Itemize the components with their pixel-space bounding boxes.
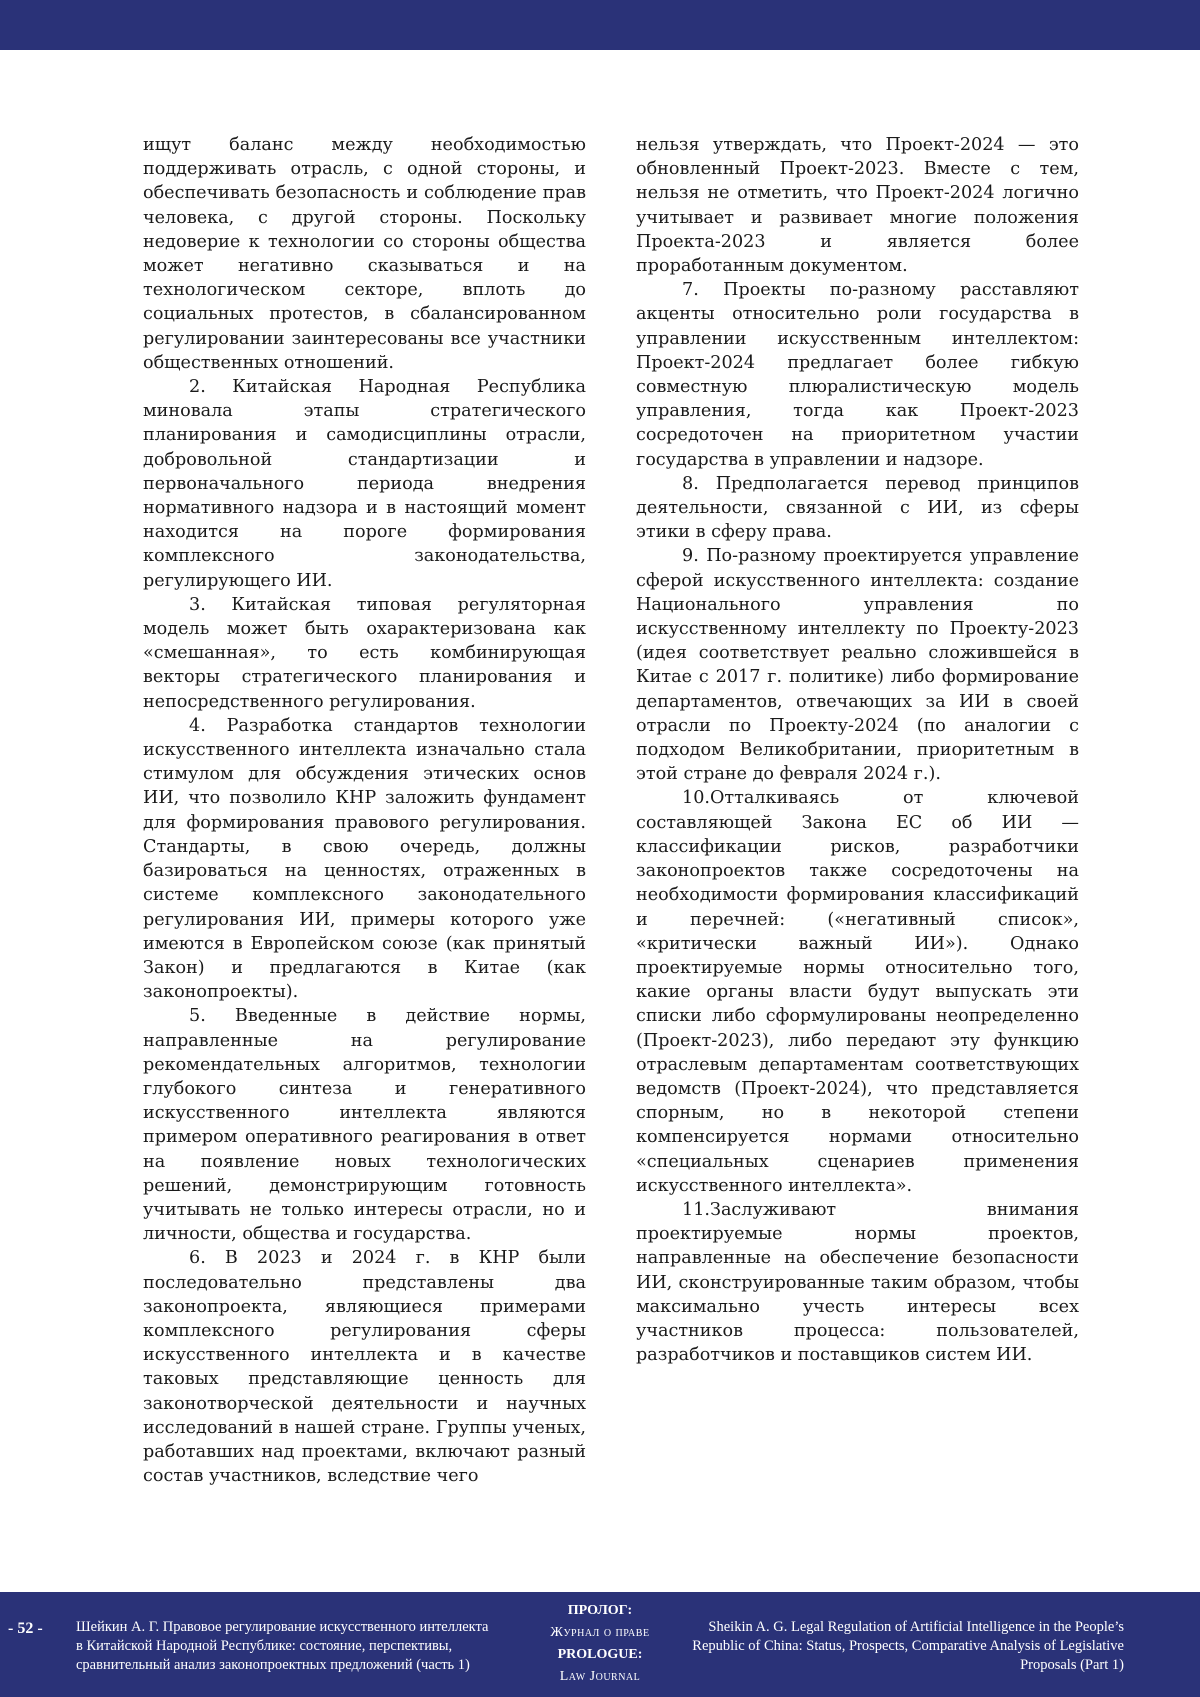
- paragraph: 3. Китайская типовая регуляторная модель может быть охарактеризована как «смешанная», то есть комбинирующая векторы стратегического планирования и непосредственного регулирования.: [143, 594, 586, 712]
- journal-subtitle-ru: Журнал о праве: [550, 1625, 650, 1640]
- paragraph: нельзя утверждать, что Проект-2024 — это обновленный Проект-2023. Вместе с тем, нельзя не отметить, что Проект-2024 логично учитывает и развивает многие положения Проекта-2023 и является более проработанным документом.: [636, 135, 1079, 277]
- left-column: [143, 133, 586, 1488]
- paragraph: 4. Разработка стандартов технологии искусственного интеллекта изначально стала стимулом для обсуждения этических основ ИИ, что позволило КНР заложить фундамент для формирования правового регулирования. Стандарты, в свою очередь, должны базироваться на ценностях, отраженных в системе комплексного законодательного регулирования ИИ, примеры которого уже имеются в Европейском союзе (как принятый Закон) и предлагаются в Китае (как законопроекты).: [143, 715, 586, 1003]
- paragraph: 6. В 2023 и 2024 г. в КНР были последовательно представлены два законопроекта, являющиеся примерами комплексного регулирования сферы искусственного интеллекта и в качестве таковых представляющие ценность для законотворческой деятельности и научных исследований в нашей стране. Группы ученых, работавших над проектами, включают разный состав участников, вследствие чего: [143, 1248, 586, 1487]
- journal-subtitle-en: Law Journal: [559, 1669, 641, 1684]
- paragraph: 9. По-разному проектируется управление сферой искусственного интеллекта: создание Национального управления по искусственному интеллекту по Проекту-2023 (идея соответствует реально сложившейся в Китае с 2017 г. политике) либо формирование департаментов, отвечающих за ИИ в своей отрасли по Проекту-2024 (по аналогии с подходом Великобритании, приоритетным в этой стране до февраля 2024 г.).: [636, 546, 1079, 785]
- right-column: [636, 133, 1079, 1367]
- paragraph: 11.Заслуживают внимания проектируемые нормы проектов, направленные на обеспечение безопасности ИИ, сконструированные таким образом, чтобы максимально учесть интересы всех участников процесса: пользователей, разработчиков и поставщиков систем ИИ.: [636, 1199, 1079, 1366]
- journal-title-ru: ПРОЛОГ:: [567, 1603, 633, 1618]
- journal-title: [520, 1600, 680, 1688]
- paragraph: 10.Отталкиваясь от ключевой составляющей Закона ЕС об ИИ — классификации рисков, разработчики законопроектов также сосредоточены на необходимости формирования классификаций и перечней: («негативный список», «критически важный ИИ»). Однако проектируемые нормы относительно того, какие органы власти будут выпускать эти списки либо сформулированы неопределенно (Проект-2023), либо передают эту функцию отраслевым департаментам соответствующих ведомств (Проект-2024), что представляется спорным, но в некоторой степени компенсируется нормами относительно «специальных сценариев применения искусственного интеллекта».: [636, 788, 1079, 1196]
- paragraph: 5. Введенные в действие нормы, направленные на регулирование рекомендательных алгоритмов, технологии глубокого синтеза и генеративного искусственного интеллекта являются примером оперативного реагирования в ответ на появление новых технологических решений, демонстрирующим готовность учитывать не только интересы отрасли, но и личности, общества и государства.: [143, 1006, 586, 1245]
- citation-ru: Шейкин А. Г. Правовое регулирование искусственного интеллекта в Китайской Народной Республике: состояние, перспективы, сравнительный анализ законопроектных предложений (часть 1): [76, 1619, 489, 1673]
- paragraph: 7. Проекты по-разному расставляют акценты относительно роли государства в управлении искусственным интеллектом: Проект-2024 предлагает более гибкую совместную плюралистическую модель управления, тогда как Проект-2023 сосредоточен на приоритетном участии государства в управлении и надзоре.: [636, 280, 1079, 470]
- paragraph: ищут баланс между необходимостью поддерживать отрасль, с одной стороны, и обеспечивать безопасность и соблюдение прав человека, с другой стороны. Поскольку недоверие к технологии со стороны общества может негативно сказываться и на технологическом секторе, вплоть до социальных протестов, в сбалансированном регулировании заинтересованы все участники общественных отношений.: [143, 135, 586, 373]
- paragraph: 2. Китайская Народная Республика миновала этапы стратегического планирования и самодисциплины отрасли, добровольной стандартизации и первоначального периода внедрения нормативного надзора и в настоящий момент находится на пороге формирования комплексного законодательства, регулирующего ИИ.: [143, 377, 586, 591]
- footer: [0, 1592, 1200, 1697]
- citation-en: Sheikin A. G. Legal Regulation of Artificial Intelligence in the People’s Republic of China: Status, Prospects, Comparative Analysis of Legislative Proposals (Part 1): [692, 1619, 1124, 1673]
- journal-title-en: PROLOGUE:: [557, 1647, 643, 1662]
- paragraph: 8. Предполагается перевод принципов деятельности, связанной с ИИ, из сферы этики в сферу права.: [636, 473, 1079, 543]
- page-number: - 52 -: [8, 1620, 43, 1637]
- header-bar: [0, 0, 1200, 50]
